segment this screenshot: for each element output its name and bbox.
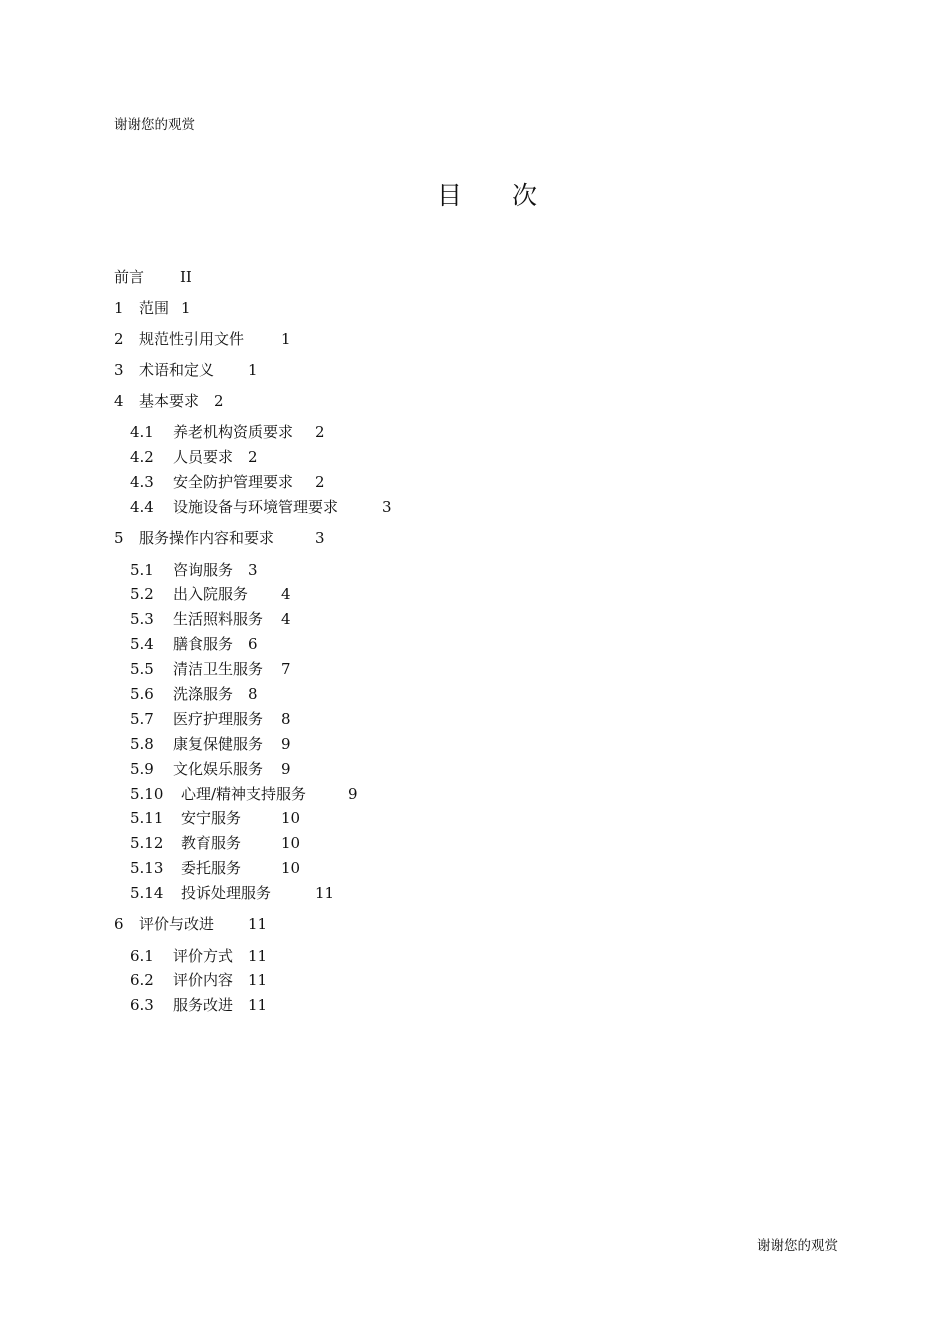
- toc-entry-page: 10: [281, 859, 301, 877]
- toc-entry-number: 5.14: [130, 884, 164, 902]
- toc-entry-number: 3: [114, 361, 124, 379]
- toc-entry-number: 6: [114, 915, 124, 933]
- toc-entry-label: 基本要求: [139, 392, 200, 410]
- toc-entry-label: 康复保健服务: [173, 735, 264, 753]
- toc-entry-page: 3: [382, 498, 392, 516]
- toc-entry-page: 10: [281, 809, 301, 827]
- toc-entry-label: 洗涤服务: [173, 685, 234, 703]
- toc-entry-page: 2: [214, 392, 224, 410]
- toc-entry-4-1[interactable]: [130, 422, 325, 442]
- toc-entry-label: 服务操作内容和要求: [139, 529, 275, 547]
- toc-entry-page: 2: [315, 473, 325, 491]
- toc-entry-number: 5.7: [130, 710, 154, 728]
- toc-entry-6[interactable]: [114, 914, 267, 934]
- toc-entry-5-9[interactable]: [130, 759, 291, 779]
- toc-entry-page: 1: [248, 361, 258, 379]
- footer-note: 谢谢您的观赏: [757, 1238, 838, 1254]
- toc-entry-label: 清洁卫生服务: [173, 660, 264, 678]
- toc-entry-5-2[interactable]: [130, 584, 291, 604]
- toc-entry-page: 2: [315, 423, 325, 441]
- toc-entry-label: 规范性引用文件: [139, 330, 245, 348]
- toc-entry-4-3[interactable]: [130, 472, 325, 492]
- toc-entry-label: 设施设备与环境管理要求: [173, 498, 339, 516]
- toc-entry-number: 4: [114, 392, 124, 410]
- header-note: 谢谢您的观赏: [114, 117, 195, 133]
- toc-entry-number: 5.8: [130, 735, 154, 753]
- toc-entry-number: 5.6: [130, 685, 154, 703]
- toc-entry-label: 文化娱乐服务: [173, 760, 264, 778]
- toc-entry-page: 8: [248, 685, 258, 703]
- toc-entry-6-3[interactable]: [130, 995, 267, 1015]
- toc-entry-5-1[interactable]: [130, 560, 258, 580]
- toc-entry-label: 评价与改进: [139, 915, 215, 933]
- toc-entry-5-10[interactable]: [130, 784, 358, 804]
- toc-entry-number: 5.10: [130, 785, 164, 803]
- toc-entry-page: 11: [315, 884, 335, 902]
- toc-entry-page: 7: [281, 660, 291, 678]
- toc-entry-5[interactable]: [114, 528, 325, 548]
- toc-entry-page: 10: [281, 834, 301, 852]
- toc-title: [0, 178, 950, 214]
- toc-entry-number: 4.3: [130, 473, 154, 491]
- toc-entry-5-14[interactable]: [130, 883, 334, 903]
- toc-entry-4[interactable]: [114, 391, 224, 411]
- toc-entry-label: 咨询服务: [173, 561, 234, 579]
- toc-entry-1[interactable]: [114, 298, 191, 318]
- toc-entry-label: 教育服务: [181, 834, 242, 852]
- toc-entry-page: 11: [248, 915, 268, 933]
- toc-entry-label: 养老机构资质要求: [173, 423, 294, 441]
- toc-entry-page: 3: [248, 561, 258, 579]
- toc-entry-3[interactable]: [114, 360, 258, 380]
- toc-entry-number: 5.1: [130, 561, 154, 579]
- toc-entry-page: 1: [181, 299, 191, 317]
- toc-entry-5-4[interactable]: [130, 634, 258, 654]
- toc-entry-page: 9: [281, 760, 291, 778]
- toc-entry-label: 投诉处理服务: [181, 884, 272, 902]
- toc-entry-page: 4: [281, 585, 291, 603]
- toc-entry-number: 1: [114, 299, 124, 317]
- toc-entry-label: 安全防护管理要求: [173, 473, 294, 491]
- toc-entry-label: 心理/精神支持服务: [181, 785, 307, 803]
- toc-entry-page: 4: [281, 610, 291, 628]
- toc-entry-number: 5: [114, 529, 124, 547]
- toc-entry-4-2[interactable]: [130, 447, 258, 467]
- toc-entry-2[interactable]: [114, 329, 291, 349]
- toc-entry-number: 5.9: [130, 760, 154, 778]
- toc-entry-page: 9: [348, 785, 358, 803]
- toc-entry-page: II: [180, 268, 192, 286]
- toc-entry-page: 11: [248, 971, 268, 989]
- toc-title-char-2: 次: [512, 181, 538, 210]
- toc-entry-page: 9: [281, 735, 291, 753]
- toc-entry-6-1[interactable]: [130, 946, 267, 966]
- toc-entry-number: 4.4: [130, 498, 154, 516]
- toc-entry-6-2[interactable]: [130, 970, 267, 990]
- toc-entry-page: 11: [248, 996, 268, 1014]
- toc-entry-5-13[interactable]: [130, 858, 300, 878]
- toc-entry-number: 6.1: [130, 947, 154, 965]
- toc-entry-label: 评价方式: [173, 947, 234, 965]
- toc-entry-page: 3: [315, 529, 325, 547]
- toc-entry-label: 安宁服务: [181, 809, 242, 827]
- toc-entry-number: 4.1: [130, 423, 154, 441]
- toc-entry-page: 6: [248, 635, 258, 653]
- toc-entry-label: 范围: [139, 299, 170, 317]
- toc-entry-number: 4.2: [130, 448, 154, 466]
- toc-entry-page: 11: [248, 947, 268, 965]
- toc-entry-number: 5.11: [130, 809, 164, 827]
- toc-entry-number: 5.4: [130, 635, 154, 653]
- toc-entry-label: 服务改进: [173, 996, 234, 1014]
- toc-entry-5-6[interactable]: [130, 684, 258, 704]
- toc-entry-5-12[interactable]: [130, 833, 300, 853]
- toc-title-char-1: 目: [437, 181, 463, 210]
- toc-entry-page: 1: [281, 330, 291, 348]
- toc-entry-number: 5.13: [130, 859, 164, 877]
- toc-entry-label: 术语和定义: [139, 361, 215, 379]
- toc-entry-label: 人员要求: [173, 448, 234, 466]
- toc-entry-number: 5.12: [130, 834, 164, 852]
- toc-entry-page: 8: [281, 710, 291, 728]
- toc-entry-foreword[interactable]: [114, 267, 192, 287]
- toc-entry-label: 膳食服务: [173, 635, 234, 653]
- toc-entry-label: 前言: [114, 268, 145, 286]
- toc-entry-5-8[interactable]: [130, 734, 291, 754]
- toc-entry-page: 2: [248, 448, 258, 466]
- toc-entry-5-7[interactable]: [130, 709, 291, 729]
- toc-entry-4-4[interactable]: [130, 497, 392, 517]
- toc-entry-number: 6.3: [130, 996, 154, 1014]
- toc-entry-5-5[interactable]: [130, 659, 291, 679]
- toc-entry-number: 5.2: [130, 585, 154, 603]
- toc-entry-label: 评价内容: [173, 971, 234, 989]
- toc-entry-5-11[interactable]: [130, 808, 300, 828]
- toc-entry-number: 5.3: [130, 610, 154, 628]
- toc-entry-label: 出入院服务: [173, 585, 249, 603]
- toc-entry-5-3[interactable]: [130, 609, 291, 629]
- toc-entry-number: 5.5: [130, 660, 154, 678]
- toc-entry-label: 委托服务: [181, 859, 242, 877]
- toc-entry-label: 医疗护理服务: [173, 710, 264, 728]
- toc-entry-number: 6.2: [130, 971, 154, 989]
- toc-entry-label: 生活照料服务: [173, 610, 264, 628]
- toc-entry-number: 2: [114, 330, 124, 348]
